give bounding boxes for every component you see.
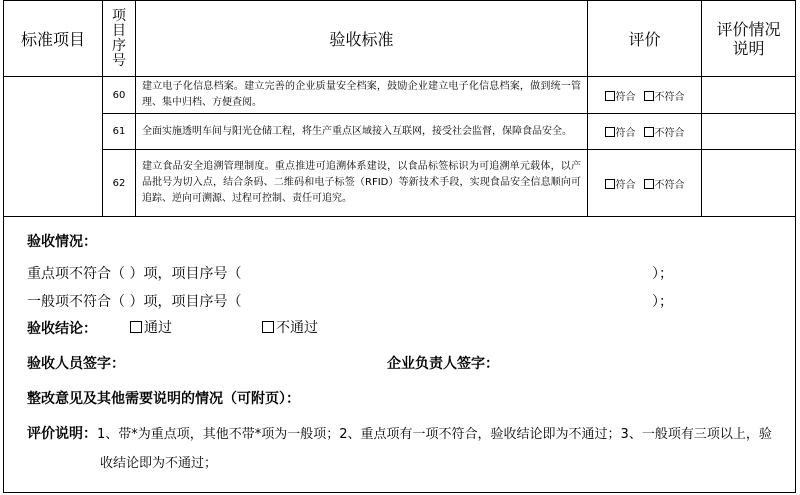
- standard-item-cell: [4, 77, 103, 217]
- evaluation-cell: [588, 77, 702, 114]
- criteria-cell: 全面实施透明车间与阳光仓储工程，将生产重点区域接入互联网，接受社会监督，保障食品安全。: [136, 114, 588, 150]
- table-row: [4, 114, 796, 150]
- evaluation-cell: [588, 114, 702, 150]
- evaluation-cell: [588, 150, 702, 217]
- item-no-cell: 60: [103, 77, 136, 114]
- table-row: [4, 77, 796, 114]
- header-criteria: 验收标准: [136, 1, 588, 77]
- header-evaluation-note: 评价情况 说明: [702, 1, 796, 77]
- key-items-line-end: ）；: [652, 266, 673, 282]
- general-items-line-end: ）；: [652, 294, 673, 310]
- item-no-cell: 61: [103, 114, 136, 150]
- table-row: [4, 150, 796, 217]
- nonconform-checkbox[interactable]: 不符合: [644, 128, 685, 139]
- conclusion-line: [27, 318, 97, 338]
- criteria-cell: 建立食品安全追溯管理制度。重点推进可追溯体系建设，以食品标签标识为可追溯单元载体，以产品批号为切入点，结合条码、二维码和电子标签（RFID）等新技术手段，实现食品安全信息顺向可追踪、逆向可溯源、过程可控制、责任可追究。: [136, 150, 588, 217]
- conclusion-label: 验收结论：: [27, 321, 97, 337]
- fail-checkbox[interactable]: 不通过: [262, 317, 318, 337]
- conform-checkbox[interactable]: 符合: [605, 180, 636, 191]
- rectification-label: 整改意见及其他需要说明的情况（可附页）：: [27, 391, 300, 407]
- key-items-line: 重点项不符合（ ）项，项目序号（: [27, 266, 242, 282]
- general-items-line: 一般项不符合（ ）项，项目序号（: [27, 294, 242, 310]
- evaluation-note-cell[interactable]: [702, 150, 796, 217]
- evaluation-note-label: 评价说明：: [27, 426, 97, 442]
- conform-checkbox[interactable]: 符合: [605, 92, 636, 103]
- inspector-signature-label: 验收人员签字：: [27, 356, 125, 372]
- evaluation-note-cell[interactable]: [702, 77, 796, 114]
- header-item-no: 项 目 序 号: [103, 1, 136, 77]
- evaluation-note-text: 1、带*为重点项，其他不带*项为一般项；2、重点项有一项不符合，验收结论即为不通过；3、一般项有三项以上，验: [97, 427, 772, 442]
- evaluation-note-cell[interactable]: [702, 114, 796, 150]
- acceptance-table: [3, 0, 796, 217]
- criteria-cell: 建立电子化信息档案。建立完善的企业质量安全档案，鼓励企业建立电子化信息档案，做到统一管理、集中归档、方便查阅。: [136, 77, 588, 114]
- header-evaluation: 评价: [588, 1, 702, 77]
- summary-section: [3, 215, 796, 493]
- company-signature-label: 企业负责人签字：: [387, 356, 499, 372]
- nonconform-checkbox[interactable]: 不符合: [644, 180, 685, 191]
- nonconform-checkbox[interactable]: 不符合: [644, 92, 685, 103]
- summary-title: 验收情况：: [27, 234, 97, 250]
- table-header-row: [4, 1, 796, 77]
- evaluation-note-line: [27, 423, 772, 443]
- item-no-cell: 62: [103, 150, 136, 217]
- conform-checkbox[interactable]: 符合: [605, 128, 636, 139]
- header-standard-item: 标准项目: [4, 1, 103, 77]
- evaluation-note-text-2: 收结论即为不通过；: [100, 456, 218, 471]
- pass-checkbox[interactable]: 通过: [130, 317, 172, 337]
